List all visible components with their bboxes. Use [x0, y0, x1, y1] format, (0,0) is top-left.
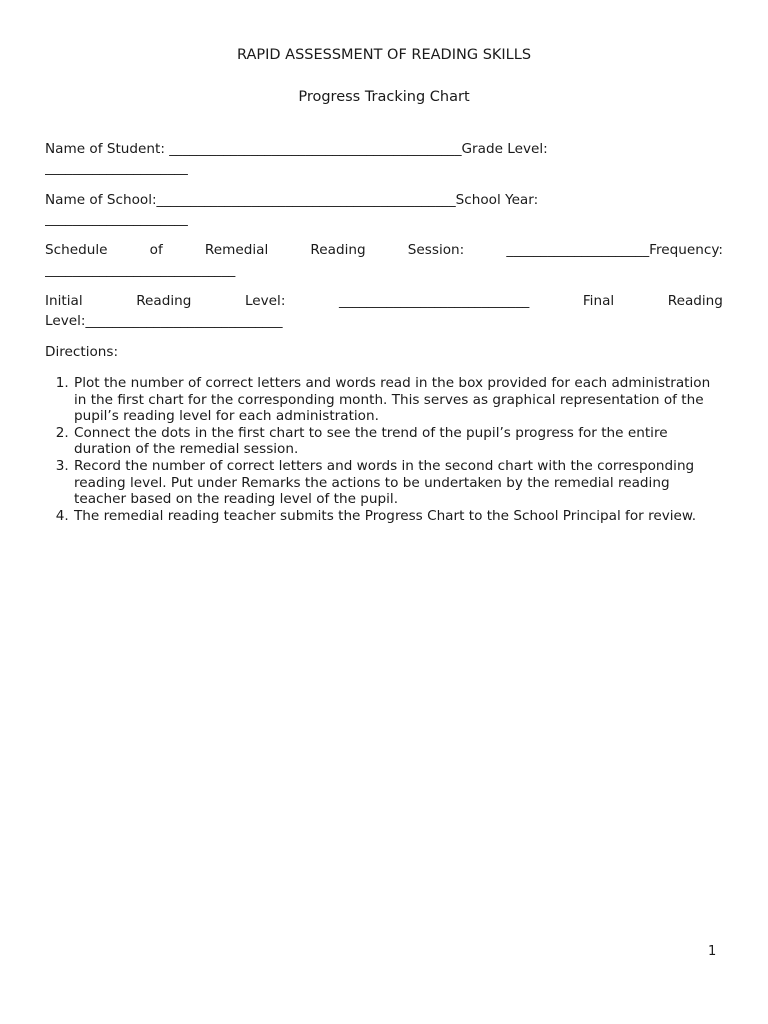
reading-level-word: Level: [244, 293, 286, 309]
direction-item: 4. The remedial reading teacher submits the Progress Chart to the School Principal for review. [73, 508, 725, 525]
schedule-word: Remedial [204, 242, 269, 258]
reading-level-word: Initial [45, 293, 83, 309]
reading-level-word: Reading [136, 293, 192, 309]
directions-label: Directions: [45, 344, 119, 360]
schedule-word: of [149, 242, 163, 258]
reading-level-field [45, 293, 723, 310]
frequency-blank: ____________________________ [45, 262, 236, 278]
document-subtitle: Progress Tracking Chart [298, 89, 470, 105]
schedule-field [45, 242, 723, 259]
schedule-word: _____________________Frequency: [506, 242, 723, 258]
reading-level-word: ____________________________ [338, 293, 530, 309]
schedule-word: Reading [310, 242, 366, 258]
directions-list [45, 375, 725, 524]
reading-level-word: Reading [667, 293, 723, 309]
direction-item: 1. Plot the number of correct letters and words read in the box provided for each administration in the first chart for the corresponding month. This serves as graphical representation of the pupil’s reading level for each administration. [73, 375, 725, 425]
direction-item: 3. Record the number of correct letters and words in the second chart with the corresponding reading level. Put under Remarks the actions to be undertaken by the remedial reading teacher based on the reading level of the pupil. [73, 458, 725, 508]
school-year-blank: _____________________ [45, 211, 188, 227]
schedule-word: Session: [407, 242, 465, 258]
final-reading-level-blank: Level:_____________________________ [45, 313, 283, 329]
page-number: 1 [708, 944, 717, 959]
student-name-field: Name of Student: ___________________________________________Grade Level: [45, 141, 548, 157]
schedule-word: Schedule [45, 242, 108, 258]
direction-item: 2. Connect the dots in the first chart to see the trend of the pupil’s progress for the entire duration of the remedial session. [73, 425, 725, 458]
reading-level-word: Final [582, 293, 615, 309]
school-name-field: Name of School:____________________________________________School Year: [45, 192, 539, 208]
document-title: RAPID ASSESSMENT OF READING SKILLS [236, 47, 532, 63]
grade-level-blank: _____________________ [45, 160, 188, 176]
